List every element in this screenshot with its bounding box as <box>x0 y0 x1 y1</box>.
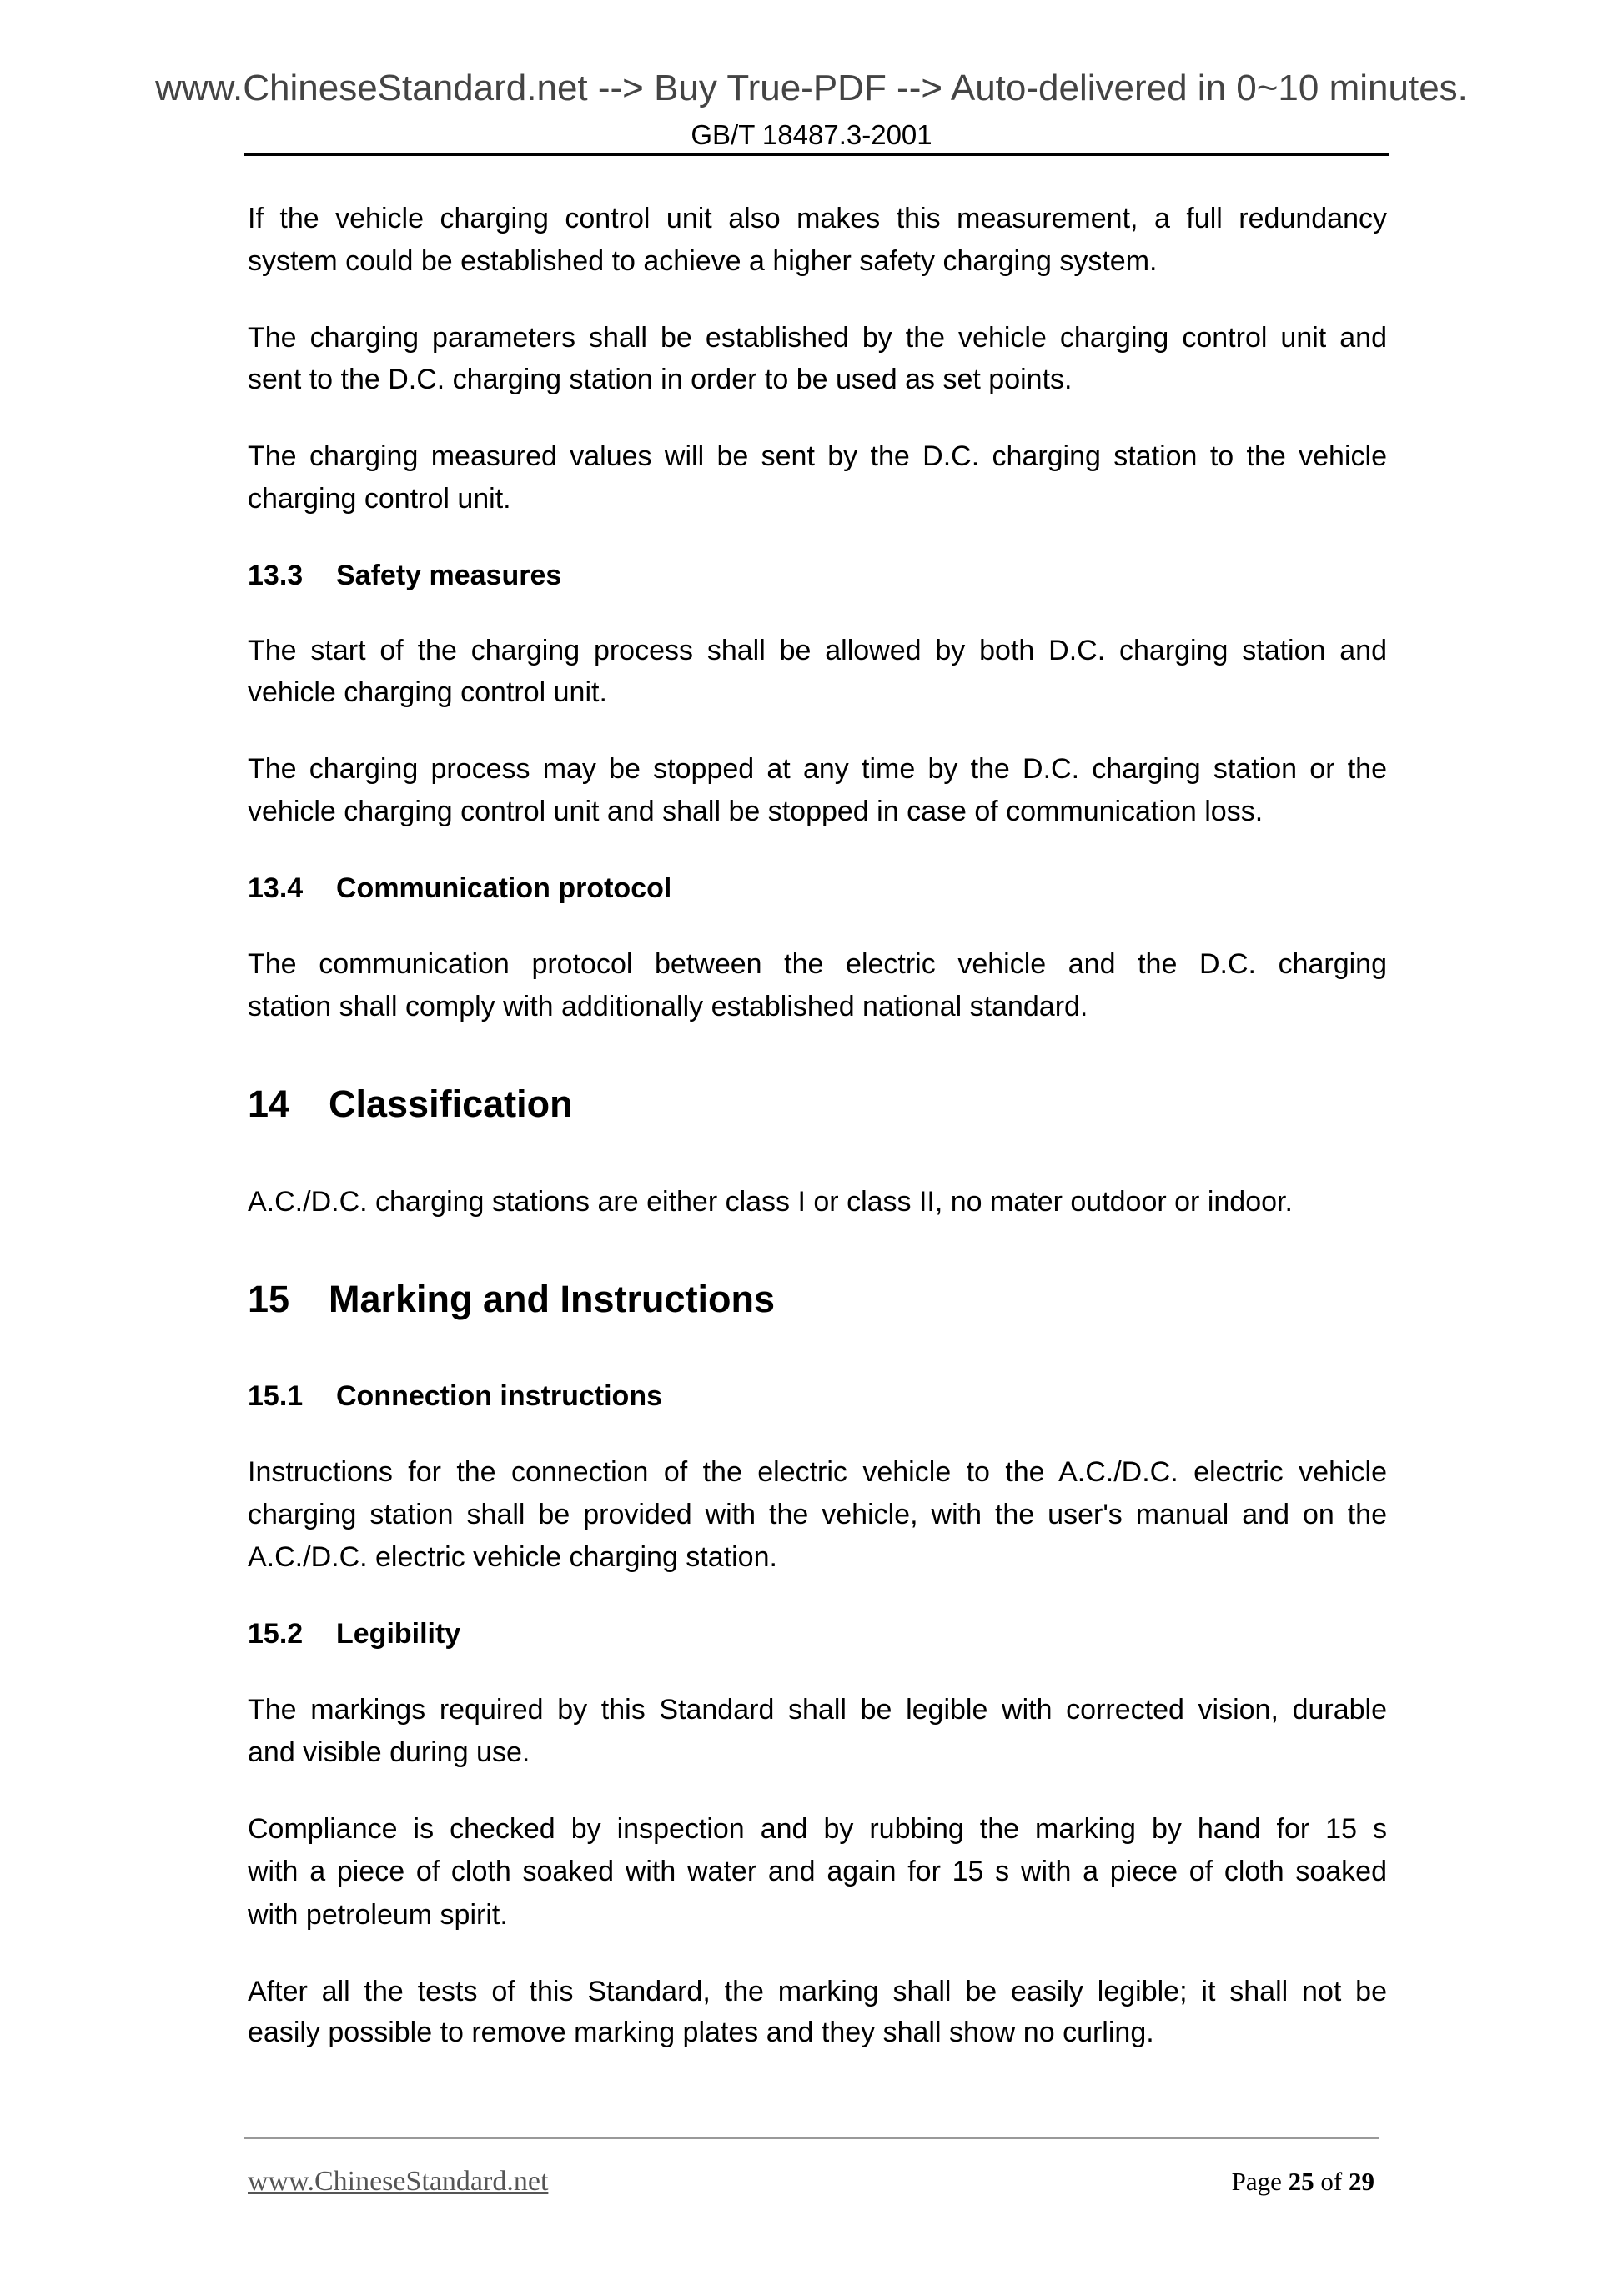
section-number: 15 <box>248 1278 290 1320</box>
section-heading-15-2 <box>248 1617 460 1650</box>
page-total: 29 <box>1349 2167 1374 2196</box>
section-heading-13-3 <box>248 559 561 592</box>
section-number: 15.2 <box>248 1618 304 1650</box>
paragraph-line: and visible during use. <box>248 1736 530 1768</box>
section-number: 13.3 <box>248 560 304 591</box>
section-number: 13.4 <box>248 872 304 904</box>
paragraph-line: Compliance is checked by inspection and by rubbing the marking by hand for 15 s <box>248 1813 1387 1845</box>
paragraph-line: A.C./D.C. charging stations are either class I or class II, no mater outdoor or indoor. <box>248 1186 1293 1218</box>
paragraph-line: vehicle charging control unit. <box>248 676 607 708</box>
paragraph-line: system could be established to achieve a higher safety charging system. <box>248 245 1158 277</box>
paragraph-line: station shall comply with additionally established national standard. <box>248 991 1088 1022</box>
paragraph-line: with petroleum spirit. <box>248 1899 508 1931</box>
section-heading-15-1 <box>248 1379 662 1413</box>
paragraph-line: The charging parameters shall be established by the vehicle charging control unit and <box>248 322 1387 354</box>
section-title: Legibility <box>336 1618 461 1650</box>
section-title: Marking and Instructions <box>329 1278 776 1320</box>
footer-site-link[interactable]: www.ChineseStandard.net <box>248 2166 549 2197</box>
section-heading-13-4 <box>248 872 671 905</box>
paragraph-line: The markings required by this Standard shall be legible with corrected vision, durable <box>248 1694 1387 1726</box>
page-number <box>1232 2165 1374 2198</box>
header-banner: www.ChineseStandard.net --> Buy True-PDF --> Auto-delivered in 0~10 minutes. <box>155 68 1468 108</box>
paragraph-line: After all the tests of this Standard, the marking shall be easily legible; it shall not be <box>248 1976 1387 2007</box>
paragraph-line: The charging process may be stopped at any time by the D.C. charging station or the <box>248 753 1387 785</box>
footer-divider <box>244 2137 1379 2139</box>
paragraph-line: Instructions for the connection of the electric vehicle to the A.C./D.C. electric vehicle <box>248 1456 1387 1488</box>
section-heading-14 <box>248 1083 573 1126</box>
section-title: Classification <box>329 1083 573 1125</box>
section-heading-15 <box>248 1278 775 1321</box>
paragraph-line: The start of the charging process shall be allowed by both D.C. charging station and <box>248 635 1387 666</box>
section-number: 14 <box>248 1083 290 1125</box>
paragraph-line: charging station shall be provided with the vehicle, with the user's manual and on the <box>248 1499 1387 1530</box>
paragraph-line: If the vehicle charging control unit also makes this measurement, a full redundancy <box>248 203 1387 234</box>
section-title: Communication protocol <box>336 872 672 904</box>
paragraph-line: A.C./D.C. electric vehicle charging station. <box>248 1541 777 1573</box>
section-title: Connection instructions <box>336 1380 662 1412</box>
paragraph-line: with a piece of cloth soaked with water and again for 15 s with a piece of cloth soaked <box>248 1856 1387 1887</box>
paragraph-line: charging control unit. <box>248 483 511 515</box>
page-of-label: of <box>1314 2167 1349 2196</box>
paragraph-line: sent to the D.C. charging station in order to be used as set points. <box>248 364 1073 395</box>
page-label: Page <box>1231 2167 1289 2196</box>
standard-number: GB/T 18487.3-2001 <box>691 119 932 150</box>
paragraph-line: vehicle charging control unit and shall be stopped in case of communication loss. <box>248 796 1264 827</box>
paragraph-line: The communication protocol between the electric vehicle and the D.C. charging <box>248 948 1387 980</box>
paragraph-line: The charging measured values will be sent by the D.C. charging station to the vehicle <box>248 440 1387 472</box>
page-current: 25 <box>1288 2167 1314 2196</box>
paragraph-line: easily possible to remove marking plates and they shall show no curling. <box>248 2017 1154 2048</box>
section-title: Safety measures <box>336 560 562 591</box>
header-divider <box>244 153 1389 156</box>
section-number: 15.1 <box>248 1380 304 1412</box>
